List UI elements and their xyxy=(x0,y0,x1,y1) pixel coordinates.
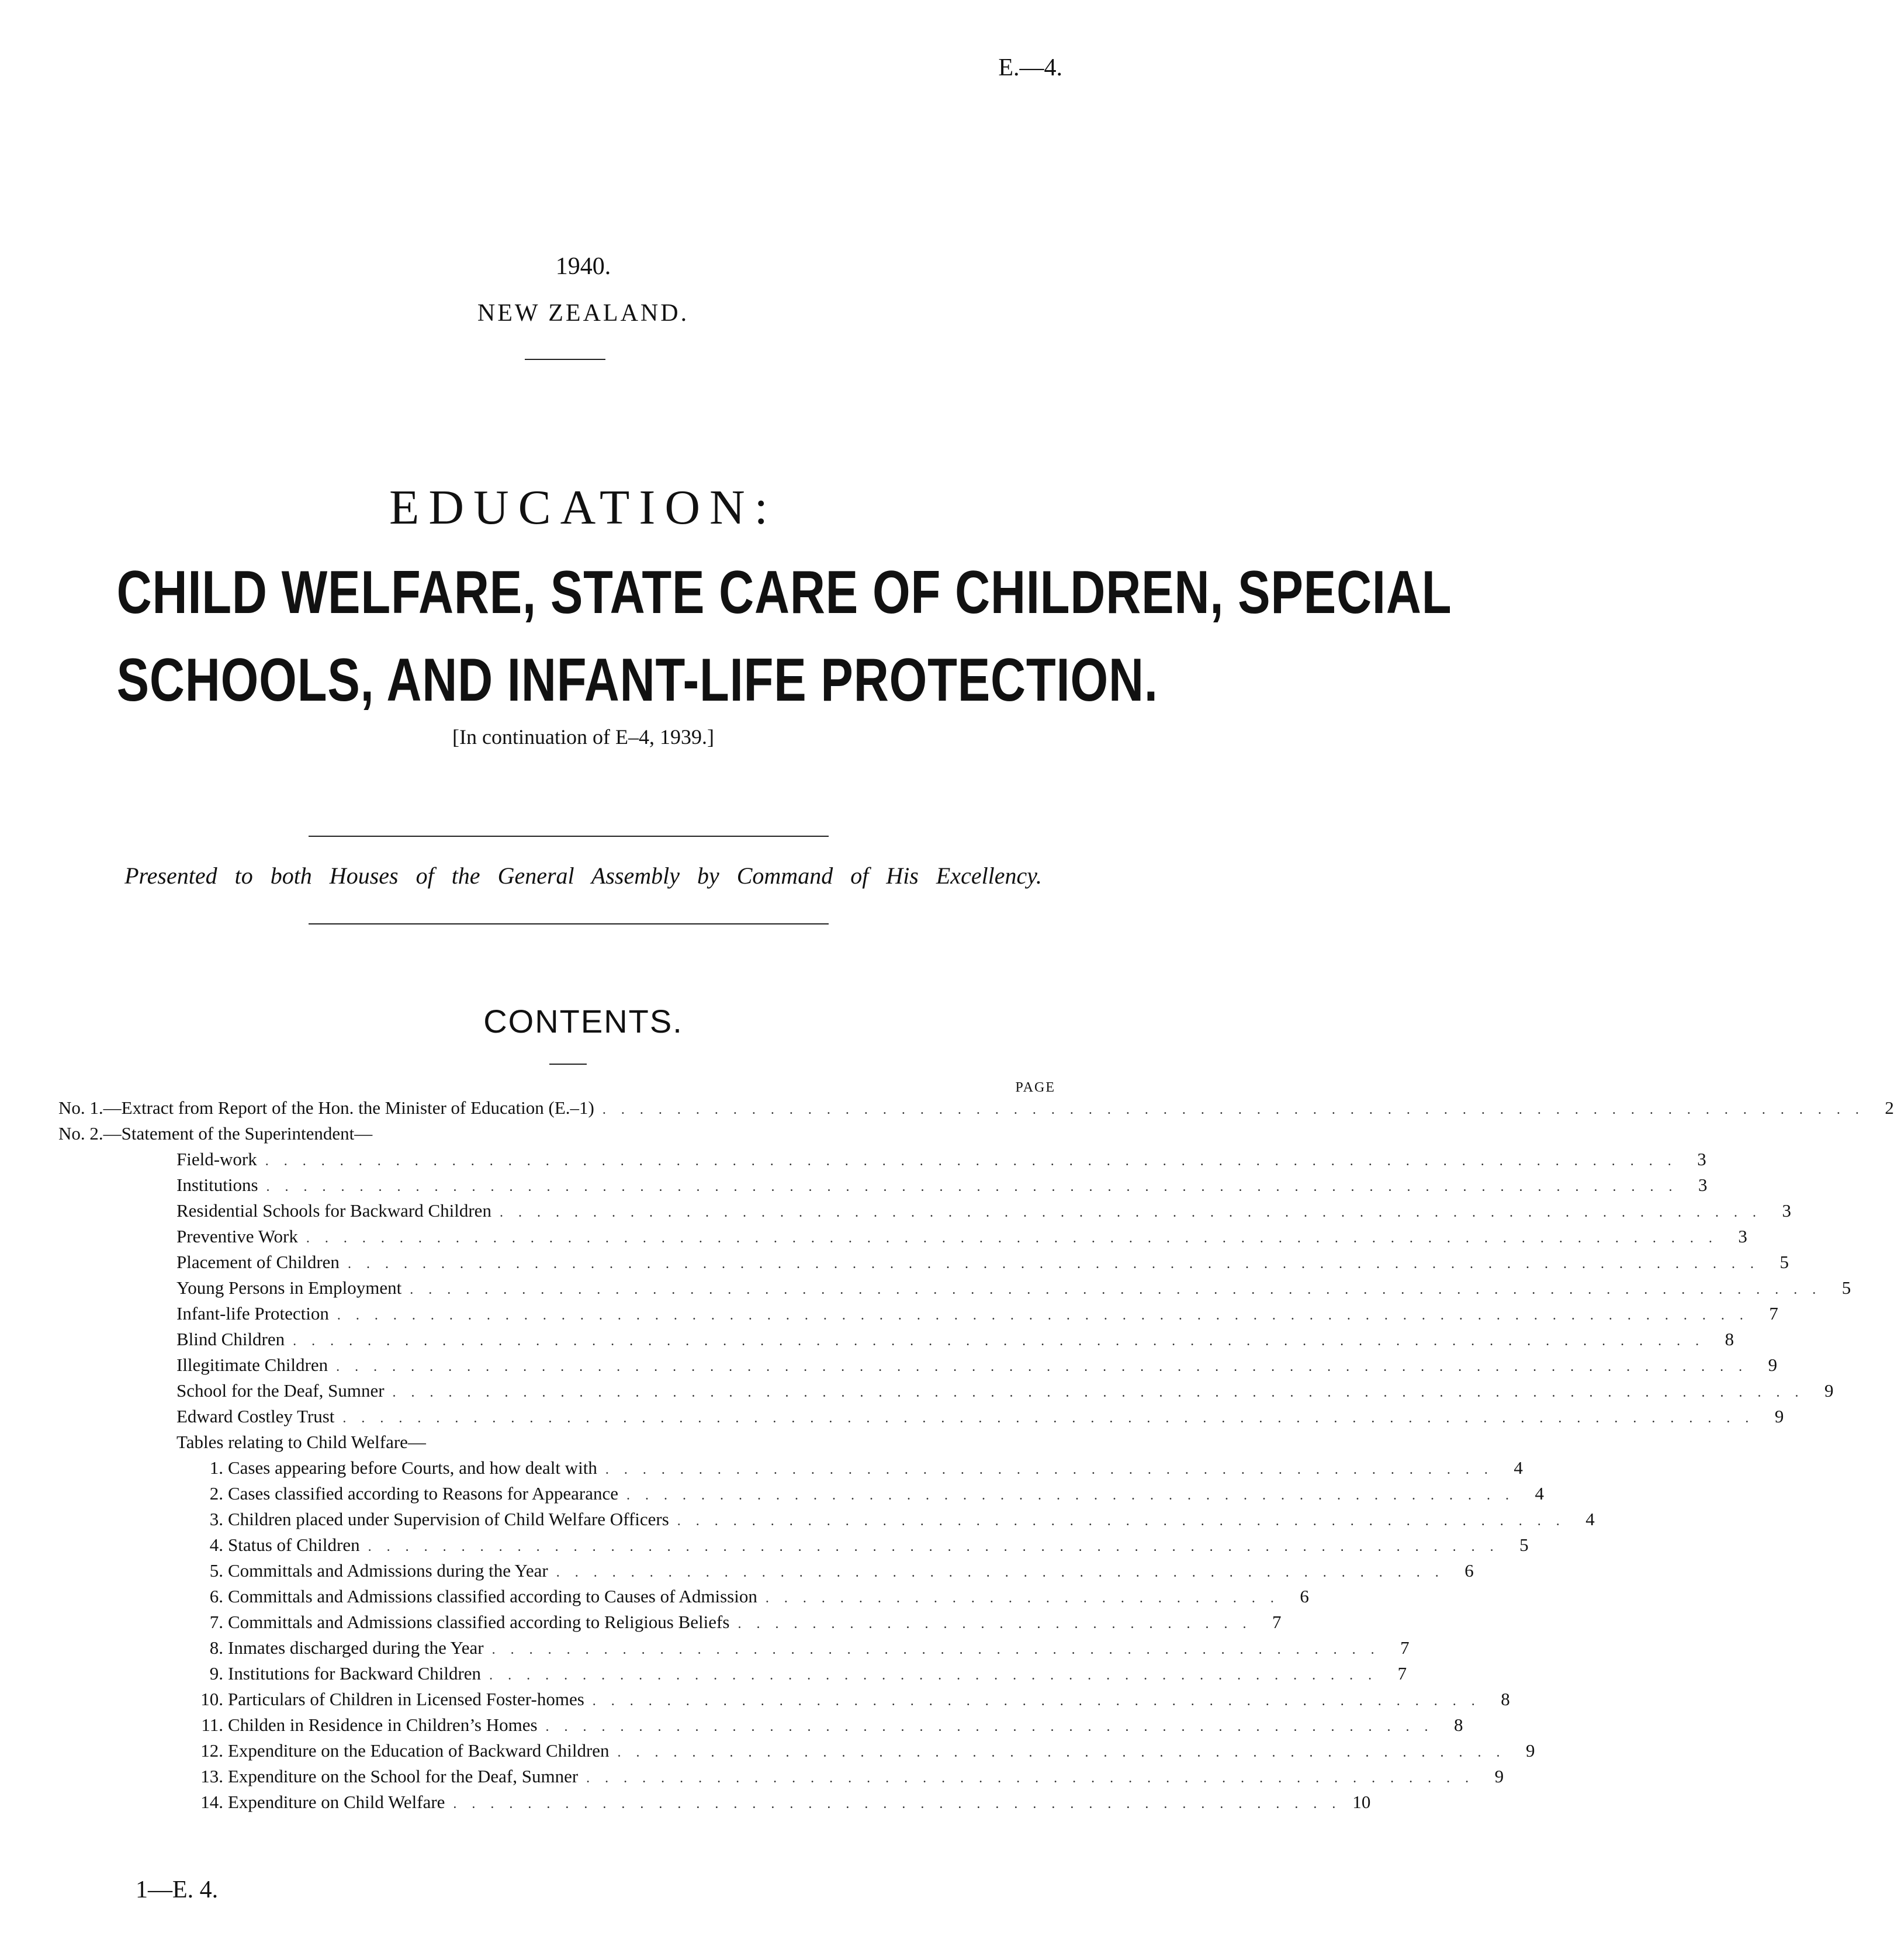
divider xyxy=(309,923,829,924)
toc-entry xyxy=(193,1661,1407,1687)
dot-leader: . . . . . . . . . . . . . . . . . . . . . . . . . . . . . . . . . . . . . . . . . . . . . . . . . . . . . . . . . . . . . . . . . . . . . . . . . . . . xyxy=(347,1256,1760,1272)
dot-leader: . . . . . . . . . . . . . . . . . . . . . . . . . . . . . . . . . . . . . . . . . . . . . . . . . . . . . . . . . . . . . xyxy=(368,1539,1500,1554)
toc-entry xyxy=(176,1198,1791,1224)
document-code: E.—4. xyxy=(998,54,1062,81)
toc-entry-page: 3 xyxy=(1782,1200,1791,1221)
toc-entry-number: 6. xyxy=(209,1586,223,1606)
toc-entry xyxy=(193,1687,1510,1712)
dot-leader: . . . . . . . . . . . . . . . . . . . . . . . . . . . . . . . . . . . . . . . . . . . . . . . . . . . . . . . . . . . . . . . . . . . . . . . . . . . . xyxy=(336,1359,1748,1374)
toc-entry xyxy=(176,1352,1778,1378)
dot-leader: . . . . . . . . . . . . . . . . . . . . . . . . . . . . . . . . . . . . . . . . . . . . . . . . . . . . . . . . . . . . . . . . . . . . xyxy=(602,1102,1865,1117)
toc-entry-label: Placement of Children xyxy=(176,1252,340,1272)
divider xyxy=(549,1064,587,1065)
toc-entry-label: Edward Costley Trust xyxy=(176,1406,335,1426)
divider xyxy=(525,359,605,360)
toc-entry-label: Institutions for Backward Children xyxy=(228,1663,482,1684)
dot-leader: . . . . . . . . . . . . . . . . . . . . . . . . . . . . . . . . . . . . . . . . . . . . . . . . xyxy=(626,1488,1515,1503)
toc-entry-page: 5 xyxy=(1779,1252,1789,1272)
toc-entry-number: 7. xyxy=(209,1612,223,1632)
toc-entry-label: Preventive Work xyxy=(176,1226,298,1246)
toc-entry-page: 9 xyxy=(1774,1406,1784,1426)
dot-leader: . . . . . . . . . . . . . . . . . . . . . . . . . . . . . . . . . . . . . . . . . . . . . . . . . . . . . . . . . . . . . . . . . . . . . . . . . . . . xyxy=(306,1231,1718,1246)
toc-entry-label: No. 1.—Extract from Report of the Hon. the Minister of Education (E.–1) xyxy=(58,1097,594,1118)
subject-title: EDUCATION: xyxy=(389,480,777,535)
toc-entry xyxy=(193,1609,1282,1635)
divider xyxy=(309,836,829,837)
dot-leader: . . . . . . . . . . . . . . . . . . . . . . . . . . . . . . . . . . . . . . . . . . . . . . . . xyxy=(592,1694,1481,1709)
toc-entry-page: 8 xyxy=(1501,1689,1510,1709)
toc-entry xyxy=(176,1224,1747,1249)
toc-entry-label: Committals and Admissions during the Year xyxy=(228,1560,548,1581)
toc-entry xyxy=(193,1635,1410,1661)
toc-entry xyxy=(176,1301,1778,1327)
toc-entry xyxy=(176,1404,1784,1429)
toc-entry xyxy=(193,1789,1371,1815)
toc-entry xyxy=(193,1481,1544,1507)
toc-entry-page: 7 xyxy=(1400,1637,1410,1658)
toc-entry xyxy=(193,1712,1463,1738)
toc-entry-label: Expenditure on Child Welfare xyxy=(228,1792,445,1812)
dot-leader: . . . . . . . . . . . . . . . . . . . . . . . . . . . . . . . . . . . . . . . . . . . . . . . . . . . . . . . . . . . . . . . . . . . . . . . . . . . . xyxy=(266,1179,1678,1194)
toc-entry-page: 3 xyxy=(1698,1175,1708,1195)
toc-entry-label: Committals and Admissions classified according to Causes of Admission xyxy=(228,1586,757,1606)
toc-entry xyxy=(176,1378,1834,1404)
dot-leader: . . . . . . . . . . . . . . . . . . . . . . . . . . . . . . . . . . . . . . . . . . . . . . . . . . . . . . . . . . . . . . . . . . . . . . . . . . . . xyxy=(337,1308,1749,1323)
toc-entry xyxy=(193,1738,1535,1764)
toc-entry xyxy=(193,1558,1474,1584)
toc-entry-label: Illegitimate Children xyxy=(176,1355,328,1375)
toc-entry xyxy=(176,1147,1706,1172)
toc-entry-number: 11. xyxy=(201,1715,223,1735)
dot-leader: . . . . . . . . . . . . . . . . . . . . . . . . . . . . . . . . . . . . . . . . . . . . . . . . . . . . . . . . . . . . . . . . . . . . . . . . . . . . xyxy=(410,1282,1822,1297)
dot-leader: . . . . . . . . . . . . . . . . . . . . . . . . . . . . . . . . . . . . . . . . . . . . . . . . xyxy=(491,1642,1380,1657)
toc-entry-label: No. 2.—Statement of the Superintendent— xyxy=(58,1123,373,1144)
toc-entry xyxy=(193,1584,1309,1609)
toc-entry-page: 9 xyxy=(1526,1740,1535,1761)
toc-entry xyxy=(176,1172,1708,1198)
toc-entry-number: 14. xyxy=(200,1792,223,1812)
dot-leader: . . . . . . . . . . . . . . . . . . . . . . . . . . . . . . . . . . . . . . . . . . . . . . . . xyxy=(617,1745,1506,1760)
toc-entry-label: Institutions xyxy=(176,1175,258,1195)
page-column-label: PAGE xyxy=(1015,1080,1055,1095)
dot-leader: . . . . . . . . . . . . . . . . . . . . . . . . . . . . . . . . . . . . . . . . . . . . . . . . . . . . . . . . . . . . . . . . . . . . . . . . . . . . xyxy=(293,1334,1705,1349)
presented-line: Presented to both Houses of the General Assembly by Command of His Excellency. xyxy=(124,863,1042,889)
contents-title: CONTENTS. xyxy=(483,1003,683,1040)
toc-entry-page: 4 xyxy=(1514,1457,1523,1478)
dot-leader: . . . . . . . . . . . . . . . . . . . . . . . . . . . . . . . . . . . . . . . . . . . . . . . . xyxy=(489,1668,1378,1683)
toc-entry-page: 7 xyxy=(1272,1612,1282,1632)
dot-leader: . . . . . . . . . . . . . . . . . . . . . . . . . . . . . . . . . . . . . . . . . . . . . . . . . . . . . . . . . . . . . . . . . . . . . . . . . . . . xyxy=(342,1411,1755,1426)
toc-entry xyxy=(176,1275,1851,1301)
toc-entry-label: Blind Children xyxy=(176,1329,285,1349)
toc-entry-label: Cases classified according to Reasons for Appearance xyxy=(228,1483,618,1504)
toc-entry-label: Young Persons in Employment xyxy=(176,1277,402,1298)
toc-entry xyxy=(58,1095,1894,1121)
dot-leader: . . . . . . . . . . . . . . . . . . . . . . . . . . . . . . . . . . . . . . . . . . . . . . . . . . . . . . . . . . . . . . . . . . . . . . . . . . . . xyxy=(265,1154,1677,1169)
dot-leader: . . . . . . . . . . . . . . . . . . . . . . . . . . . . . . . . . . . . . . . . . . . . . . . . . . . . . . . . . . . . . . . . . . . . xyxy=(499,1205,1762,1220)
country: NEW ZEALAND. xyxy=(477,300,690,327)
toc-entry-label: Particulars of Children in Licensed Foster-homes xyxy=(228,1689,584,1709)
toc-entry-label: Children placed under Supervision of Child Welfare Officers xyxy=(228,1509,669,1529)
toc-entry-label: Residential Schools for Backward Children xyxy=(176,1200,491,1221)
toc-entry-label: Committals and Admissions classified according to Religious Beliefs xyxy=(228,1612,730,1632)
toc-entry-number: 13. xyxy=(200,1766,223,1786)
toc-entry-number: 12. xyxy=(200,1740,223,1761)
toc-entry-number: 3. xyxy=(209,1509,223,1529)
dot-leader: . . . . . . . . . . . . . . . . . . . . . . . . . . . . . . . . . . . . . . . . . . . . . . . . xyxy=(556,1565,1445,1580)
toc-entry-page: 3 xyxy=(1738,1226,1747,1246)
year: 1940. xyxy=(555,253,611,280)
toc-entry-page: 5 xyxy=(1841,1277,1851,1298)
toc-entry-label: Expenditure on the Education of Backward Children xyxy=(228,1740,610,1761)
page-footer-code: 1—E. 4. xyxy=(136,1876,219,1903)
main-heading-line-1: CHILD WELFARE, STATE CARE OF CHILDREN, SPECIAL xyxy=(116,559,1452,626)
toc-entry-number: 4. xyxy=(209,1535,223,1555)
dot-leader: . . . . . . . . . . . . . . . . . . . . . . . . . . . . xyxy=(765,1591,1280,1606)
toc-entry-page: 7 xyxy=(1397,1663,1407,1684)
dot-leader: . . . . . . . . . . . . . . . . . . . . . . . . . . . . . . . . . . . . . . . . . . . . . . . . xyxy=(586,1771,1475,1786)
toc-entry-label: Field-work xyxy=(176,1149,257,1169)
toc-entry-label: Inmates discharged during the Year xyxy=(228,1637,484,1658)
toc-entry-number: 5. xyxy=(209,1560,223,1581)
toc-entry xyxy=(176,1249,1789,1275)
toc-entry-page: 3 xyxy=(1697,1149,1706,1169)
toc-entry-label: Childen in Residence in Children’s Homes xyxy=(228,1715,538,1735)
toc-entry-number: 10. xyxy=(200,1689,223,1709)
toc-entry xyxy=(193,1532,1529,1558)
toc-entry xyxy=(193,1507,1595,1532)
toc-entry-page: 9 xyxy=(1494,1766,1504,1786)
toc-entry-label: Status of Children xyxy=(228,1535,360,1555)
toc-entry-page: 5 xyxy=(1519,1535,1529,1555)
toc-entry-label: Expenditure on the School for the Deaf, Sumner xyxy=(228,1766,579,1786)
toc-entry-number: 2. xyxy=(209,1483,223,1504)
toc-entry-label: Cases appearing before Courts, and how dealt with xyxy=(228,1457,597,1478)
toc-entry xyxy=(176,1327,1734,1352)
toc-entry-page: 9 xyxy=(1768,1355,1778,1375)
dot-leader: . . . . . . . . . . . . . . . . . . . . . . . . . . . . . . . . . . . . . . . . . . . . . . . . xyxy=(545,1719,1434,1734)
toc-entry xyxy=(193,1764,1504,1789)
main-heading-line-2: SCHOOLS, AND INFANT-LIFE PROTECTION. xyxy=(116,646,1158,714)
dot-leader: . . . . . . . . . . . . . . . . . . . . . . . . . . . . . . . . . . . . . . . . . . . . . . . . xyxy=(605,1462,1494,1477)
toc-entry-number: 8. xyxy=(209,1637,223,1658)
dot-leader: . . . . . . . . . . . . . . . . . . . . . . . . . . . . . . . . . . . . . . . . . . . . . . . . xyxy=(453,1796,1342,1812)
toc-entry-page: 8 xyxy=(1725,1329,1734,1349)
toc-entry-page: 6 xyxy=(1300,1586,1309,1606)
toc-entry-page: 7 xyxy=(1769,1303,1778,1324)
dot-leader: . . . . . . . . . . . . . . . . . . . . . . . . . . . . . . . . . . . . . . . . . . . . . . . . xyxy=(677,1514,1566,1529)
dot-leader: . . . . . . . . . . . . . . . . . . . . . . . . . . . . . . . . . . . . . . . . . . . . . . . . . . . . . . . . . . . . . . . . . . . . . . . . . . . . xyxy=(392,1385,1805,1400)
dot-leader: . . . . . . . . . . . . . . . . . . . . . . . . . . . . xyxy=(737,1616,1252,1632)
toc-entry-number: 1. xyxy=(209,1457,223,1478)
toc-entry-page: 6 xyxy=(1464,1560,1474,1581)
toc-entry-page: 10 xyxy=(1352,1792,1371,1812)
toc-group-label: Tables relating to Child Welfare— xyxy=(176,1432,426,1452)
toc-entry-page: 4 xyxy=(1535,1483,1544,1504)
toc-entry-page: 8 xyxy=(1454,1715,1463,1735)
toc-entry-page: 2 xyxy=(1885,1097,1894,1118)
toc-entry-label: School for the Deaf, Sumner xyxy=(176,1380,385,1401)
toc-entry-page: 4 xyxy=(1585,1509,1595,1529)
continuation-note: [In continuation of E–4, 1939.] xyxy=(452,725,714,749)
toc-entry-number: 9. xyxy=(209,1663,223,1684)
toc-entry-label: Infant-life Protection xyxy=(176,1303,329,1324)
toc-entry-page: 9 xyxy=(1824,1380,1834,1401)
toc-entry xyxy=(193,1455,1523,1481)
